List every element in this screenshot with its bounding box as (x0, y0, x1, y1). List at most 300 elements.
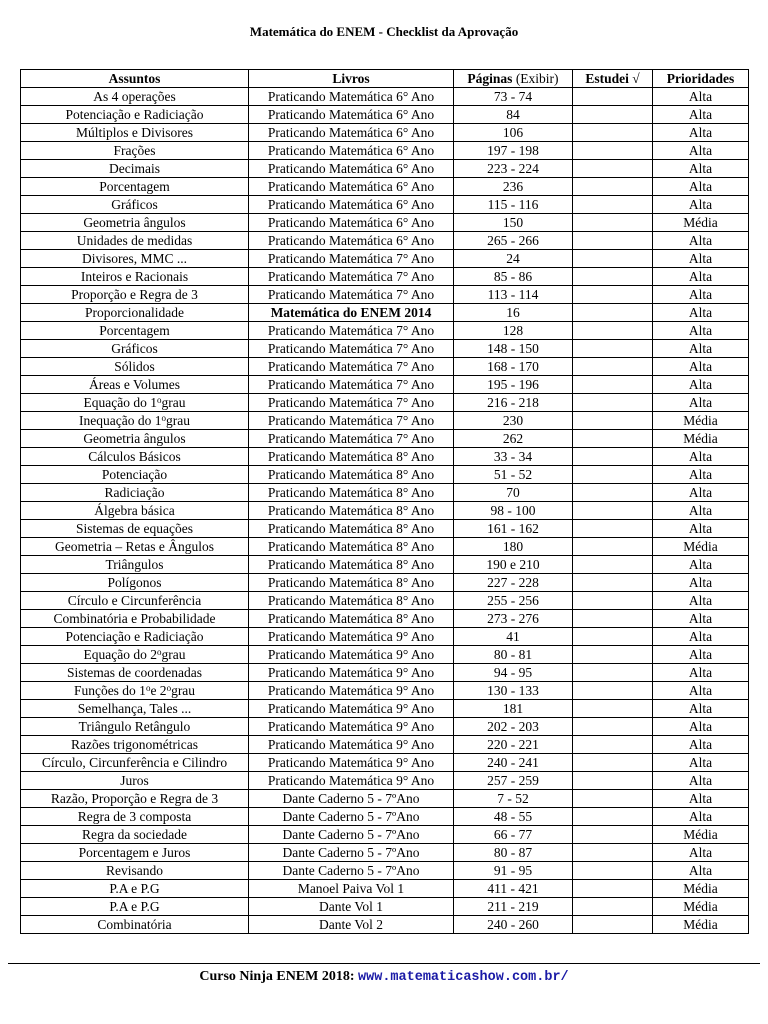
cell-estudei-checkbox[interactable] (573, 160, 653, 178)
cell-prioridade: Alta (653, 376, 749, 394)
cell-livro: Praticando Matemática 7° Ano (249, 250, 454, 268)
cell-paginas: 240 - 241 (454, 754, 573, 772)
cell-estudei-checkbox[interactable] (573, 376, 653, 394)
cell-livro: Praticando Matemática 6° Ano (249, 142, 454, 160)
cell-prioridade: Média (653, 214, 749, 232)
cell-paginas: 94 - 95 (454, 664, 573, 682)
table-row (21, 286, 749, 304)
table-row (21, 592, 749, 610)
cell-livro: Praticando Matemática 6° Ano (249, 178, 454, 196)
table-row (21, 124, 749, 142)
cell-paginas: 84 (454, 106, 573, 124)
cell-paginas: 230 (454, 412, 573, 430)
table-row (21, 718, 749, 736)
cell-paginas: 24 (454, 250, 573, 268)
cell-assunto (21, 448, 249, 466)
cell-prioridade: Alta (653, 736, 749, 754)
cell-estudei-checkbox[interactable] (573, 682, 653, 700)
cell-assunto-text: Razões trigonométricas (70, 736, 199, 752)
header-paginas (454, 70, 573, 88)
table-row (21, 862, 749, 880)
cell-assunto-text: Geometria ângulos (83, 430, 186, 446)
table-row (21, 142, 749, 160)
cell-assunto-text: Inequação do 1 (79, 412, 162, 428)
checklist-table (20, 69, 749, 934)
cell-assunto (21, 466, 249, 484)
cell-prioridade: Alta (653, 448, 749, 466)
cell-livro: Praticando Matemática 8° Ano (249, 502, 454, 520)
cell-assunto (21, 232, 249, 250)
table-row (21, 736, 749, 754)
cell-prioridade: Alta (653, 178, 749, 196)
table-row (21, 214, 749, 232)
cell-estudei-checkbox[interactable] (573, 808, 653, 826)
header-assuntos: Assuntos (21, 70, 249, 88)
cell-estudei-checkbox[interactable] (573, 754, 653, 772)
table-row (21, 412, 749, 430)
cell-assunto (21, 340, 249, 358)
cell-assunto (21, 178, 249, 196)
cell-estudei-checkbox[interactable] (573, 664, 653, 682)
cell-assunto-superscript: o (145, 682, 151, 693)
cell-paginas: 161 - 162 (454, 520, 573, 538)
cell-estudei-checkbox[interactable] (573, 304, 653, 322)
cell-estudei-checkbox[interactable] (573, 790, 653, 808)
cell-assunto-text: As 4 operações (93, 88, 176, 104)
table-row (21, 466, 749, 484)
cell-prioridade: Alta (653, 358, 749, 376)
cell-assunto-text: Divisores, MMC ... (81, 250, 187, 266)
cell-prioridade: Alta (653, 646, 749, 664)
cell-assunto-text: Sistemas de coordenadas (67, 664, 202, 680)
cell-livro: Praticando Matemática 6° Ano (249, 232, 454, 250)
cell-livro: Dante Caderno 5 - 7ºAno (249, 844, 454, 862)
cell-estudei-checkbox[interactable] (573, 862, 653, 880)
cell-prioridade: Alta (653, 790, 749, 808)
cell-paginas: 223 - 224 (454, 160, 573, 178)
footer-label: Curso Ninja ENEM 2018: (199, 969, 355, 984)
cell-assunto (21, 394, 249, 412)
cell-paginas: 51 - 52 (454, 466, 573, 484)
table-row (21, 232, 749, 250)
cell-assunto-text: Sólidos (114, 358, 155, 374)
cell-assunto-text: Inteiros e Racionais (80, 268, 189, 284)
cell-estudei-checkbox[interactable] (573, 394, 653, 412)
cell-estudei-checkbox[interactable] (573, 430, 653, 448)
cell-estudei-checkbox[interactable] (573, 844, 653, 862)
cell-assunto-text: Porcentagem (99, 178, 170, 194)
cell-estudei-checkbox[interactable] (573, 916, 653, 934)
cell-estudei-checkbox[interactable] (573, 646, 653, 664)
table-row (21, 880, 749, 898)
cell-estudei-checkbox[interactable] (573, 610, 653, 628)
cell-assunto (21, 322, 249, 340)
table-row (21, 178, 749, 196)
cell-assunto (21, 880, 249, 898)
cell-livro: Praticando Matemática 8° Ano (249, 484, 454, 502)
cell-assunto-text: Unidades de medidas (76, 232, 193, 248)
cell-prioridade: Média (653, 430, 749, 448)
cell-assunto-superscript: o (156, 394, 162, 405)
cell-estudei-checkbox[interactable] (573, 142, 653, 160)
cell-assunto (21, 430, 249, 448)
cell-livro: Praticando Matemática 8° Ano (249, 592, 454, 610)
cell-assunto-text: Álgebra básica (94, 502, 175, 518)
cell-prioridade: Alta (653, 268, 749, 286)
cell-prioridade: Alta (653, 160, 749, 178)
cell-assunto (21, 268, 249, 286)
cell-livro: Praticando Matemática 7° Ano (249, 322, 454, 340)
cell-livro: Praticando Matemática 7° Ano (249, 376, 454, 394)
footer-divider (8, 963, 760, 964)
cell-prioridade: Alta (653, 232, 749, 250)
cell-assunto (21, 124, 249, 142)
cell-livro: Praticando Matemática 8° Ano (249, 556, 454, 574)
cell-livro: Praticando Matemática 8° Ano (249, 448, 454, 466)
cell-assunto (21, 520, 249, 538)
cell-estudei-checkbox[interactable] (573, 268, 653, 286)
cell-livro: Praticando Matemática 9° Ano (249, 682, 454, 700)
cell-prioridade: Alta (653, 574, 749, 592)
cell-estudei-checkbox[interactable] (573, 556, 653, 574)
cell-livro: Dante Caderno 5 - 7ºAno (249, 826, 454, 844)
cell-paginas: 195 - 196 (454, 376, 573, 394)
cell-livro: Praticando Matemática 6° Ano (249, 124, 454, 142)
cell-paginas: 190 e 210 (454, 556, 573, 574)
cell-prioridade: Média (653, 880, 749, 898)
cell-assunto-text: Triângulo Retângulo (78, 718, 191, 734)
cell-assunto-text: Combinatória (97, 916, 172, 932)
table-row (21, 790, 749, 808)
cell-assunto-text: grau (171, 682, 196, 698)
cell-assunto-text: grau (161, 394, 186, 410)
cell-estudei-checkbox[interactable] (573, 592, 653, 610)
cell-paginas: 197 - 198 (454, 142, 573, 160)
cell-livro: Dante Caderno 5 - 7ºAno (249, 862, 454, 880)
cell-assunto (21, 790, 249, 808)
cell-paginas: 73 - 74 (454, 88, 573, 106)
cell-paginas: 181 (454, 700, 573, 718)
cell-estudei-checkbox[interactable] (573, 322, 653, 340)
table-row (21, 250, 749, 268)
cell-prioridade: Alta (653, 106, 749, 124)
cell-assunto (21, 844, 249, 862)
cell-estudei-checkbox[interactable] (573, 538, 653, 556)
cell-paginas: 113 - 114 (454, 286, 573, 304)
cell-assunto (21, 214, 249, 232)
cell-paginas: 411 - 421 (454, 880, 573, 898)
cell-assunto-text: Círculo, Circunferência e Cilindro (41, 754, 228, 770)
cell-estudei-checkbox[interactable] (573, 196, 653, 214)
cell-assunto (21, 808, 249, 826)
cell-prioridade: Alta (653, 142, 749, 160)
table-row (21, 106, 749, 124)
cell-assunto (21, 106, 249, 124)
cell-assunto-text: Múltiplos e Divisores (76, 124, 193, 140)
cell-prioridade: Alta (653, 592, 749, 610)
cell-assunto (21, 718, 249, 736)
cell-estudei-checkbox[interactable] (573, 88, 653, 106)
cell-paginas: 128 (454, 322, 573, 340)
cell-prioridade: Alta (653, 664, 749, 682)
cell-assunto-text: P.A e P.G (109, 898, 160, 914)
cell-assunto (21, 556, 249, 574)
cell-paginas: 85 - 86 (454, 268, 573, 286)
table-row (21, 340, 749, 358)
cell-assunto (21, 484, 249, 502)
cell-estudei-checkbox[interactable] (573, 178, 653, 196)
table-row (21, 808, 749, 826)
cell-assunto (21, 682, 249, 700)
cell-paginas: 262 (454, 430, 573, 448)
cell-paginas: 48 - 55 (454, 808, 573, 826)
table-body (21, 88, 749, 934)
cell-assunto (21, 772, 249, 790)
cell-livro: Praticando Matemática 8° Ano (249, 466, 454, 484)
cell-prioridade: Média (653, 898, 749, 916)
cell-prioridade: Alta (653, 484, 749, 502)
cell-prioridade: Alta (653, 322, 749, 340)
cell-paginas: 106 (454, 124, 573, 142)
cell-assunto-text: Semelhança, Tales ... (77, 700, 192, 716)
cell-prioridade: Média (653, 826, 749, 844)
table-row (21, 826, 749, 844)
table-row (21, 268, 749, 286)
cell-assunto-superscript: o (156, 646, 162, 657)
cell-prioridade: Alta (653, 124, 749, 142)
cell-assunto-text: Revisando (106, 862, 163, 878)
cell-assunto (21, 700, 249, 718)
cell-estudei-checkbox[interactable] (573, 718, 653, 736)
cell-estudei-checkbox[interactable] (573, 250, 653, 268)
cell-assunto-text: Funções do 1 (73, 682, 146, 698)
table-row (21, 358, 749, 376)
cell-estudei-checkbox[interactable] (573, 466, 653, 484)
cell-paginas: 273 - 276 (454, 610, 573, 628)
cell-prioridade: Alta (653, 340, 749, 358)
table-row (21, 484, 749, 502)
cell-assunto (21, 736, 249, 754)
cell-assunto-text: Radiciação (104, 484, 165, 500)
cell-paginas: 91 - 95 (454, 862, 573, 880)
cell-assunto (21, 160, 249, 178)
cell-assunto-text: Combinatória e Probabilidade (53, 610, 216, 626)
cell-paginas: 227 - 228 (454, 574, 573, 592)
cell-assunto-text: Porcentagem (99, 322, 170, 338)
table-row (21, 322, 749, 340)
table-header-row (21, 70, 749, 88)
cell-paginas: 240 - 260 (454, 916, 573, 934)
cell-paginas: 168 - 170 (454, 358, 573, 376)
footer (0, 968, 768, 987)
cell-paginas: 202 - 203 (454, 718, 573, 736)
cell-prioridade: Alta (653, 556, 749, 574)
cell-estudei-checkbox[interactable] (573, 124, 653, 142)
cell-assunto (21, 358, 249, 376)
cell-livro: Praticando Matemática 9° Ano (249, 718, 454, 736)
table-row (21, 430, 749, 448)
cell-estudei-checkbox[interactable] (573, 700, 653, 718)
cell-assunto (21, 142, 249, 160)
cell-assunto-text: Potenciação (101, 466, 168, 482)
table-row (21, 646, 749, 664)
cell-prioridade: Alta (653, 772, 749, 790)
cell-estudei-checkbox[interactable] (573, 484, 653, 502)
cell-assunto (21, 196, 249, 214)
cell-assunto-text: Círculo e Circunferência (67, 592, 202, 608)
cell-paginas: 255 - 256 (454, 592, 573, 610)
cell-paginas: 265 - 266 (454, 232, 573, 250)
cell-livro: Praticando Matemática 8° Ano (249, 538, 454, 556)
cell-livro: Praticando Matemática 8° Ano (249, 520, 454, 538)
cell-estudei-checkbox[interactable] (573, 448, 653, 466)
cell-assunto-text: Triângulos (105, 556, 164, 572)
cell-assunto-text: Decimais (109, 160, 160, 176)
table-row (21, 538, 749, 556)
cell-estudei-checkbox[interactable] (573, 880, 653, 898)
cell-livro: Praticando Matemática 9° Ano (249, 700, 454, 718)
cell-livro: Praticando Matemática 7° Ano (249, 340, 454, 358)
cell-prioridade: Alta (653, 394, 749, 412)
cell-prioridade: Alta (653, 808, 749, 826)
table-row (21, 682, 749, 700)
cell-assunto-text: Potenciação e Radiciação (65, 106, 204, 122)
cell-estudei-checkbox[interactable] (573, 628, 653, 646)
cell-livro: Praticando Matemática 7° Ano (249, 394, 454, 412)
table-row (21, 754, 749, 772)
cell-prioridade: Alta (653, 88, 749, 106)
cell-estudei-checkbox[interactable] (573, 412, 653, 430)
cell-paginas: 150 (454, 214, 573, 232)
cell-prioridade: Alta (653, 754, 749, 772)
cell-assunto (21, 826, 249, 844)
table-row (21, 556, 749, 574)
cell-prioridade: Alta (653, 520, 749, 538)
cell-assunto (21, 286, 249, 304)
cell-assunto-text: P.A e P.G (109, 880, 160, 896)
cell-paginas: 148 - 150 (454, 340, 573, 358)
cell-livro: Praticando Matemática 9° Ano (249, 628, 454, 646)
cell-assunto (21, 628, 249, 646)
cell-livro: Praticando Matemática 6° Ano (249, 88, 454, 106)
cell-estudei-checkbox[interactable] (573, 772, 653, 790)
cell-assunto-text: Sistemas de equações (76, 520, 193, 536)
cell-estudei-checkbox[interactable] (573, 214, 653, 232)
table-row (21, 610, 749, 628)
cell-assunto-text: Polígonos (107, 574, 162, 590)
cell-prioridade: Média (653, 916, 749, 934)
cell-estudei-checkbox[interactable] (573, 340, 653, 358)
cell-estudei-checkbox[interactable] (573, 358, 653, 376)
cell-assunto-text: e 2 (150, 682, 167, 698)
cell-assunto-text: Juros (120, 772, 149, 788)
cell-estudei-checkbox[interactable] (573, 286, 653, 304)
cell-assunto-superscript: o (161, 412, 166, 423)
cell-assunto (21, 592, 249, 610)
cell-assunto-text: Equação do 2 (83, 646, 157, 662)
cell-assunto (21, 412, 249, 430)
cell-livro: Praticando Matemática 7° Ano (249, 430, 454, 448)
cell-prioridade: Alta (653, 628, 749, 646)
cell-paginas: 130 - 133 (454, 682, 573, 700)
table-row (21, 628, 749, 646)
cell-livro: Praticando Matemática 9° Ano (249, 664, 454, 682)
cell-livro: Dante Caderno 5 - 7ºAno (249, 808, 454, 826)
cell-prioridade: Alta (653, 304, 749, 322)
table-row (21, 844, 749, 862)
cell-assunto-text: Regra de 3 composta (77, 808, 192, 824)
cell-paginas: 115 - 116 (454, 196, 573, 214)
table-row (21, 520, 749, 538)
cell-assunto (21, 538, 249, 556)
cell-assunto (21, 610, 249, 628)
cell-prioridade: Alta (653, 466, 749, 484)
cell-prioridade: Alta (653, 250, 749, 268)
cell-assunto-text: Geometria ângulos (83, 214, 186, 230)
cell-estudei-checkbox[interactable] (573, 106, 653, 124)
cell-estudei-checkbox[interactable] (573, 826, 653, 844)
table-row (21, 196, 749, 214)
cell-assunto-text: Razão, Proporção e Regra de 3 (50, 790, 219, 806)
cell-assunto (21, 754, 249, 772)
cell-estudei-checkbox[interactable] (573, 898, 653, 916)
cell-prioridade: Alta (653, 610, 749, 628)
cell-livro: Dante Vol 2 (249, 916, 454, 934)
cell-estudei-checkbox[interactable] (573, 736, 653, 754)
cell-assunto (21, 646, 249, 664)
cell-paginas: 98 - 100 (454, 502, 573, 520)
table-row (21, 160, 749, 178)
cell-prioridade: Alta (653, 844, 749, 862)
cell-livro: Praticando Matemática 9° Ano (249, 736, 454, 754)
cell-livro: Praticando Matemática 7° Ano (249, 286, 454, 304)
table-row (21, 304, 749, 322)
cell-prioridade: Média (653, 538, 749, 556)
cell-assunto (21, 304, 249, 322)
cell-livro: Praticando Matemática 9° Ano (249, 646, 454, 664)
cell-prioridade: Alta (653, 196, 749, 214)
cell-assunto (21, 502, 249, 520)
cell-livro: Matemática do ENEM 2014 (249, 304, 454, 322)
cell-livro: Praticando Matemática 9° Ano (249, 754, 454, 772)
cell-livro: Praticando Matemática 7° Ano (249, 358, 454, 376)
cell-estudei-checkbox[interactable] (573, 574, 653, 592)
table-row (21, 448, 749, 466)
cell-prioridade: Média (653, 412, 749, 430)
cell-assunto (21, 88, 249, 106)
cell-livro: Dante Caderno 5 - 7ºAno (249, 790, 454, 808)
cell-assunto-text: grau (161, 646, 186, 662)
cell-assunto (21, 916, 249, 934)
cell-paginas: 7 - 52 (454, 790, 573, 808)
cell-assunto-text: Cálculos Básicos (88, 448, 181, 464)
table-row (21, 664, 749, 682)
page-title: Matemática do ENEM - Checklist da Aprovação (249, 24, 519, 39)
cell-estudei-checkbox[interactable] (573, 232, 653, 250)
cell-estudei-checkbox[interactable] (573, 520, 653, 538)
cell-assunto-superscript: o (166, 682, 172, 693)
cell-livro: Praticando Matemática 9° Ano (249, 772, 454, 790)
cell-assunto (21, 862, 249, 880)
table-row (21, 574, 749, 592)
cell-paginas: 16 (454, 304, 573, 322)
footer-link[interactable]: www.matematicashow.com.br/ (358, 970, 569, 985)
cell-assunto-text: Frações (113, 142, 156, 158)
cell-paginas: 216 - 218 (454, 394, 573, 412)
cell-estudei-checkbox[interactable] (573, 502, 653, 520)
cell-assunto-text: Proporcionalidade (85, 304, 184, 320)
cell-paginas: 220 - 221 (454, 736, 573, 754)
